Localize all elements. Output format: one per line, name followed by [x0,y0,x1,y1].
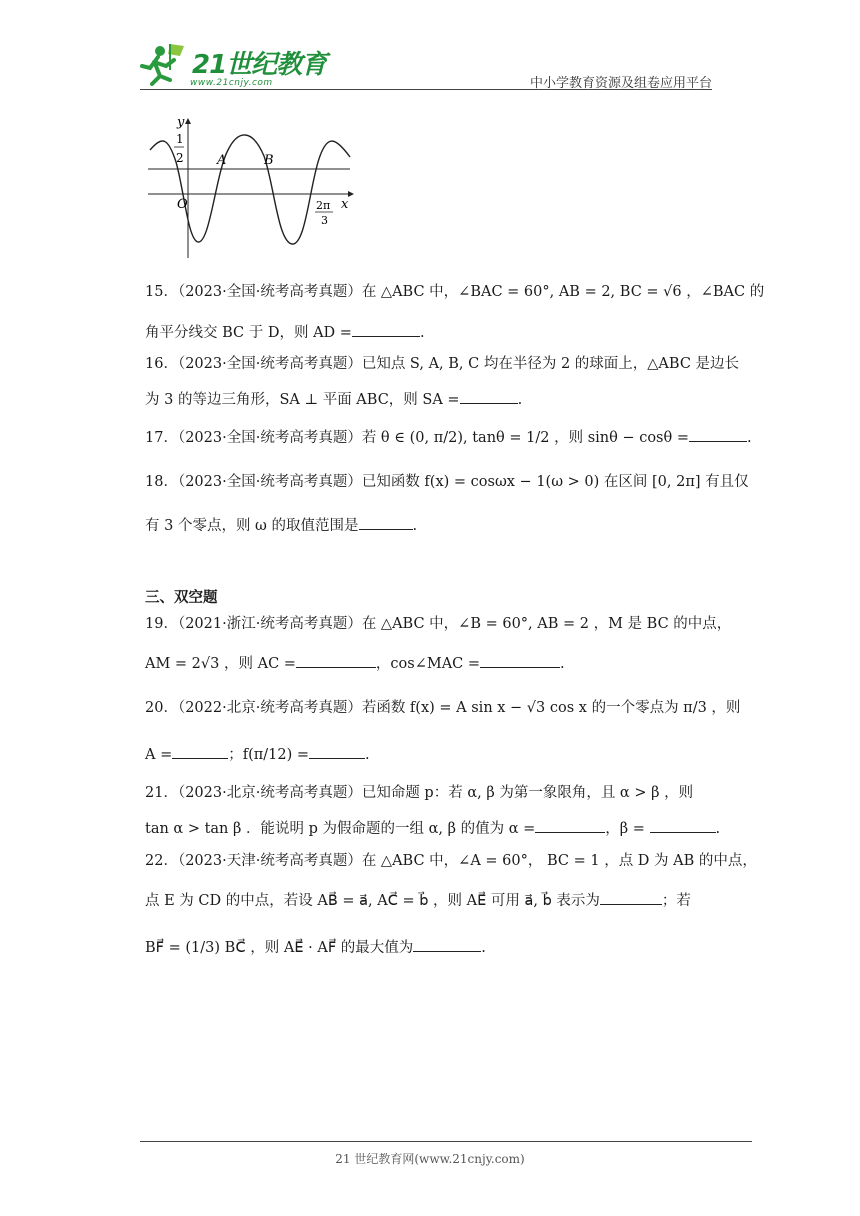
logo-url: www.21cnjy.com [190,78,273,88]
problem-text: 为 3 的等边三角形，SA ⊥ 平面 ABC，则 SA = [145,392,460,408]
origin-label: O [177,197,188,212]
problem-20-line2: A = ；f(π/12) = . [145,744,370,765]
y-axis-label: y [177,115,185,130]
problem-22-line2 [145,890,691,911]
sine-graph [140,112,360,262]
section-heading: 三、双空题 [145,590,218,606]
answer-blank[interactable] [650,818,716,833]
problem-20-line1 [145,698,740,718]
answer-blank[interactable] [460,389,518,404]
header-divider [140,89,712,90]
problem-19-line2: AM = 2√3 ，则 AC = ，cos∠MAC = . [145,653,565,674]
problem-text: 有 3 个零点，则 ω 的取值范围是 [145,518,359,534]
problem-text: 20．（2022·北京·统考高考真题）若函数 f(x) = A sin x − √3 cos x 的一个零点为 π/3 ，则 [145,700,741,716]
answer-blank[interactable] [535,818,605,833]
problem-19-line1 [145,614,731,634]
problem-text: A = [145,747,173,763]
problem-18-line1 [145,472,749,492]
problem-text: ，β = [605,821,645,837]
answer-blank[interactable] [296,653,376,668]
logo [140,40,340,92]
answer-blank[interactable] [600,890,662,905]
problem-text: ；f(π/12) = [228,747,310,763]
problem-text: 16．（2023·全国·统考高考真题）已知点 S, A, B, C 均在半径为 2 的球面上，△ABC 是边长 [145,356,740,372]
answer-blank[interactable] [172,744,228,759]
footer-divider [140,1141,752,1142]
y-tick-denominator: 2 [176,151,184,165]
problem-text: AM = 2√3 ，则 AC = [145,656,296,672]
problem-text: 19．（2021·浙江·统考高考真题）在 △ABC 中，∠B = 60°, AB = 2 ，M 是 BC 的中点， [145,616,732,632]
problem-text: 15．（2023·全国·统考高考真题）在 △ABC 中，∠BAC = 60°, AB = 2, BC = √6 ，∠BAC 的 [145,284,765,300]
x-tick-numerator: 2π [316,199,331,212]
platform-title: 中小学教育资源及组卷应用平台 [529,76,712,91]
problem-text: ，cos∠MAC = [375,656,481,672]
problem-text: 22．（2023·天津·统考高考真题）在 △ABC 中，∠A = 60°， BC = 1 ，点 D 为 AB 的中点， [145,853,757,869]
answer-blank[interactable] [309,744,365,759]
problem-text: 21．（2023·北京·统考高考真题）已知命题 p：若 α, β 为第一象限角，且 α > β ，则 [145,785,694,801]
answer-blank[interactable] [413,937,481,952]
page-header [140,40,712,92]
problem-15-line2: 角平分线交 BC 于 D，则 AD = . [145,322,425,343]
answer-blank[interactable] [689,427,747,442]
footer-link[interactable]: 21 世纪教育网(www.21cnjy.com) [335,1152,525,1166]
problem-17: 17．（2023·全国·统考高考真题）若 θ ∈ (0, π/2), tanθ = 1/2 ，则 sinθ − cosθ = . [145,427,752,448]
point-b-label: B [264,153,274,168]
x-tick-denominator: 3 [321,214,328,227]
problem-16-line2: 为 3 的等边三角形，SA ⊥ 平面 ABC，则 SA = . [145,389,522,410]
y-tick-numerator: 1 [176,132,184,146]
runner-logo-icon [140,42,190,88]
answer-blank[interactable] [480,653,560,668]
problem-text: 18．（2023·全国·统考高考真题）已知函数 f(x) = cosωx − 1(ω > 0) 在区间 [0, 2π] 有且仅 [145,474,749,490]
problem-text: 点 E 为 CD 的中点，若设 AB⃗ = a⃗, AC⃗ = b⃗ ，则 AE⃗ 可用 a⃗, b⃗ 表示为 [145,893,600,909]
problem-16-line1 [145,354,739,374]
problem-22-line3: BF⃗ = (1/3) BC⃗ ，则 AE⃗ · AF⃗ 的最大值为 . [145,937,486,958]
problem-text: tan α > tan β ．能说明 p 为假命题的一组 α, β 的值为 α = [145,821,536,837]
problem-22-line1 [145,851,757,871]
answer-blank[interactable] [352,322,420,337]
problem-text: ；若 [661,893,691,909]
problem-21-line1 [145,783,693,803]
logo-text: 21世纪教育 [192,50,327,80]
answer-blank[interactable] [359,515,413,530]
x-axis-label: x [341,197,349,212]
problem-text: 17．（2023·全国·统考高考真题）若 θ ∈ (0, π/2), tanθ = 1/2 ，则 sinθ − cosθ = [145,430,689,446]
point-a-label: A [217,153,227,168]
problem-21-line2: tan α > tan β ．能说明 p 为假命题的一组 α, β 的值为 α = ，β = . [145,818,720,839]
problem-15-line1 [145,282,764,302]
problem-text: BF⃗ = (1/3) BC⃗ ，则 AE⃗ · AF⃗ 的最大值为 [145,940,414,956]
problem-18-line2: 有 3 个零点，则 ω 的取值范围是 . [145,515,417,536]
problem-text: 角平分线交 BC 于 D，则 AD = [145,325,352,341]
